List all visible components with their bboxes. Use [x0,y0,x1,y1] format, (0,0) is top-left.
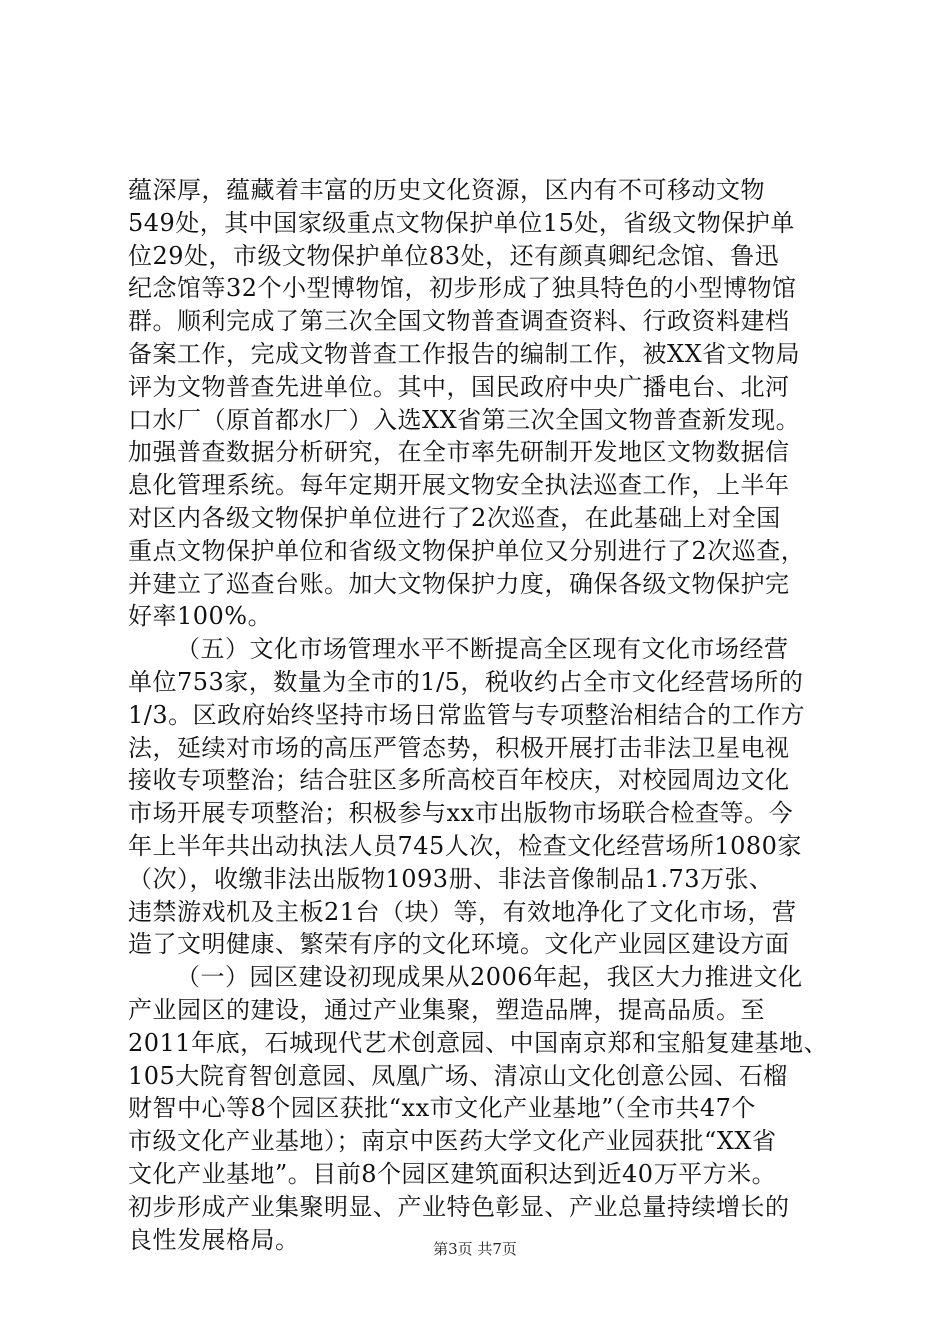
text-line: 备案工作，完成文物普查工作报告的编制工作，被XX省文物局 [128,339,801,368]
text-line: 并建立了巡查台账。加大文物保护力度，确保各级文物保护完 [128,569,790,598]
text-line: 良性发展格局。 [128,1225,300,1254]
text-line: 口水厂（原首都水厂）入选XX省第三次全国文物普查新发现。 [128,405,801,434]
text-line: 105大院育智创意园、凤凰广场、清凉山文化创意公园、石榴 [128,1061,788,1090]
text-line: 评为文物普查先进单位。其中，国民政府中央广播电台、北河 [128,372,790,401]
text-line: 接收专项整治；结合驻区多所高校百年校庆，对校园周边文化 [128,766,790,795]
document-body [128,174,840,1256]
text-line: 2011年底，石城现代艺术创意园、中国南京郑和宝船复建基地、 [128,1028,829,1057]
text-line: 造了文明健康、繁荣有序的文化环境。文化产业园区建设方面 [128,930,790,959]
paragraph-start-line: （五）文化市场管理水平不断提高全区现有文化市场经营 [176,635,789,664]
text-line: 纪念馆等32个小型博物馆，初步形成了独具特色的小型博物馆 [128,274,797,303]
text-line: 产业园区的建设，通过产业集聚，塑造品牌，提高品质。至 [128,995,765,1024]
text-line: 重点文物保护单位和省级文物保护单位又分别进行了2次巡查， [128,536,806,565]
paragraph-start-line: （一）园区建设初现成果从2006年起，我区大力推进文化 [176,963,803,992]
text-line: 年上半年共出动执法人员745人次，检查文化经营场所1080家 [128,831,802,860]
text-line: 市场开展专项整治；积极参与xx市出版物市场联合检查等。今 [128,799,794,828]
text-line: 文化产业基地”。目前8个园区建筑面积达到近40万平方米。 [128,1159,777,1188]
text-line: 蕴深厚，蕴藏着丰富的历史文化资源，区内有不可移动文物 [128,176,765,204]
text-line: 加强普查数据分析研究，在全市率先研制开发地区文物数据信 [128,438,790,467]
text-line: 初步形成产业集聚明显、产业特色彰显、产业总量持续增长的 [128,1192,790,1221]
text-line: 违禁游戏机及主板21台（块）等，有效地净化了文化市场，营 [128,897,797,926]
text-line: 位29处，市级文物保护单位83处，还有颜真卿纪念馆、鲁迅 [128,241,780,270]
text-line: 市级文化产业基地）；南京中医药大学文化产业园获批“XX省 [128,1127,777,1156]
text-line: 549处，其中国家级重点文物保护单位15处，省级文物保护单 [128,208,795,237]
text-line: 群。顺利完成了第三次全国文物普查调查资料、行政资料建档 [128,307,790,336]
text-line: 法，延续对市场的高压严管态势，积极开展打击非法卫星电视 [128,733,790,762]
text-line: 好率100%。 [128,602,273,631]
text-line: 息化管理系统。每年定期开展文物安全执法巡查工作，上半年 [128,471,790,500]
text-line: 对区内各级文物保护单位进行了2次巡查，在此基础上对全国 [128,503,781,532]
text-line: 财智中心等8个园区获批“xx市文化产业基地”（全市共47个 [128,1094,756,1123]
text-line: （次），收缴非法出版物1093册、非法音像制品1.73万张、 [128,864,774,893]
text-line: 1/3。区政府始终坚持市场日常监管与专项整治相结合的工作方 [128,700,806,729]
text-line: 单位753家，数量为全市的1/5，税收约占全市文化经营场所的 [128,667,804,696]
page-footer: 第3页 共7页 [433,1240,517,1258]
